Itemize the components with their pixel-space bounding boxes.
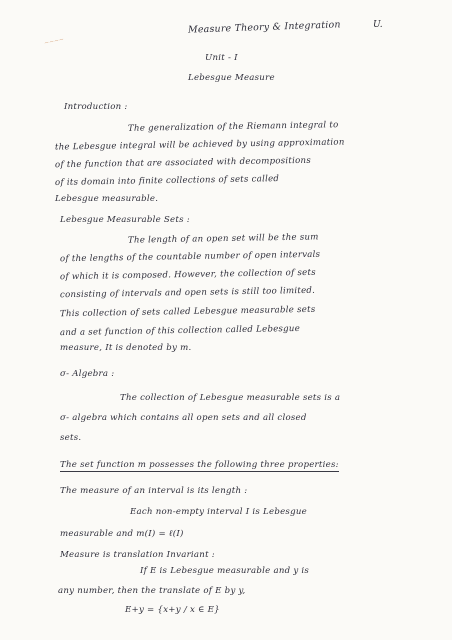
sigma-line-2: σ- algebra which contains all open sets and all closed (60, 413, 307, 423)
translation-line-2: any number, then the translate of E by y, (58, 586, 246, 596)
measurable-line-6: and a set function of this collection called Lebesgue (59, 323, 301, 339)
measurable-line-5: This collection of sets called Lebesgue measurable sets (59, 304, 316, 320)
properties-line: The set function m possesses the following three properties: (60, 460, 339, 470)
topic-label: Lebesgue Measure (188, 73, 275, 83)
intro-line-3: of the function that are associated with decompositions (54, 155, 312, 171)
sigma-line-3: sets. (60, 433, 82, 443)
intro-line-5: Lebesgue measurable. (55, 194, 159, 204)
measurable-line-2: of the lengths of the countable number of open intervals (59, 249, 321, 265)
measurable-heading: Lebesgue Measurable Sets : (60, 215, 190, 225)
interval-line-1: Each non-empty interval I is Lebesgue (130, 507, 307, 517)
corner-mark: U. (373, 20, 383, 30)
measurable-line-3: of which it is composed. However, the collection of sets (59, 267, 316, 283)
intro-line-2: the Lebesgue integral will be achieved by using approximation (54, 137, 345, 153)
intro-line-4: of its domain into finite collections of sets called (54, 174, 280, 188)
measurable-line-7: measure, It is denoted by m. (60, 343, 192, 353)
introduction-heading: Introduction : (64, 102, 128, 112)
faded-stamp: ~~~~ (43, 35, 65, 48)
page-title: Measure Theory & Integration (187, 19, 341, 36)
measurable-line-4: consisting of intervals and open sets is still too limited. (59, 285, 316, 301)
translation-line-1: If E is Lebesgue measurable and y is (140, 566, 310, 576)
interval-line-2: measurable and m(I) = ℓ(I) (60, 529, 184, 539)
translation-line-3: E+y = {x+y / x ∈ E} (125, 605, 220, 615)
sigma-line-1: The collection of Lebesgue measurable sets is a (120, 393, 341, 403)
unit-label: Unit - I (205, 53, 238, 63)
intro-line-1: The generalization of the Riemann integral to (127, 120, 339, 134)
measurable-line-1: The length of an open set will be the sum (127, 232, 319, 246)
measure-line: The measure of an interval is its length : (60, 486, 248, 496)
sigma-heading: σ- Algebra : (60, 369, 115, 379)
translation-heading: Measure is translation Invariant : (60, 550, 215, 560)
